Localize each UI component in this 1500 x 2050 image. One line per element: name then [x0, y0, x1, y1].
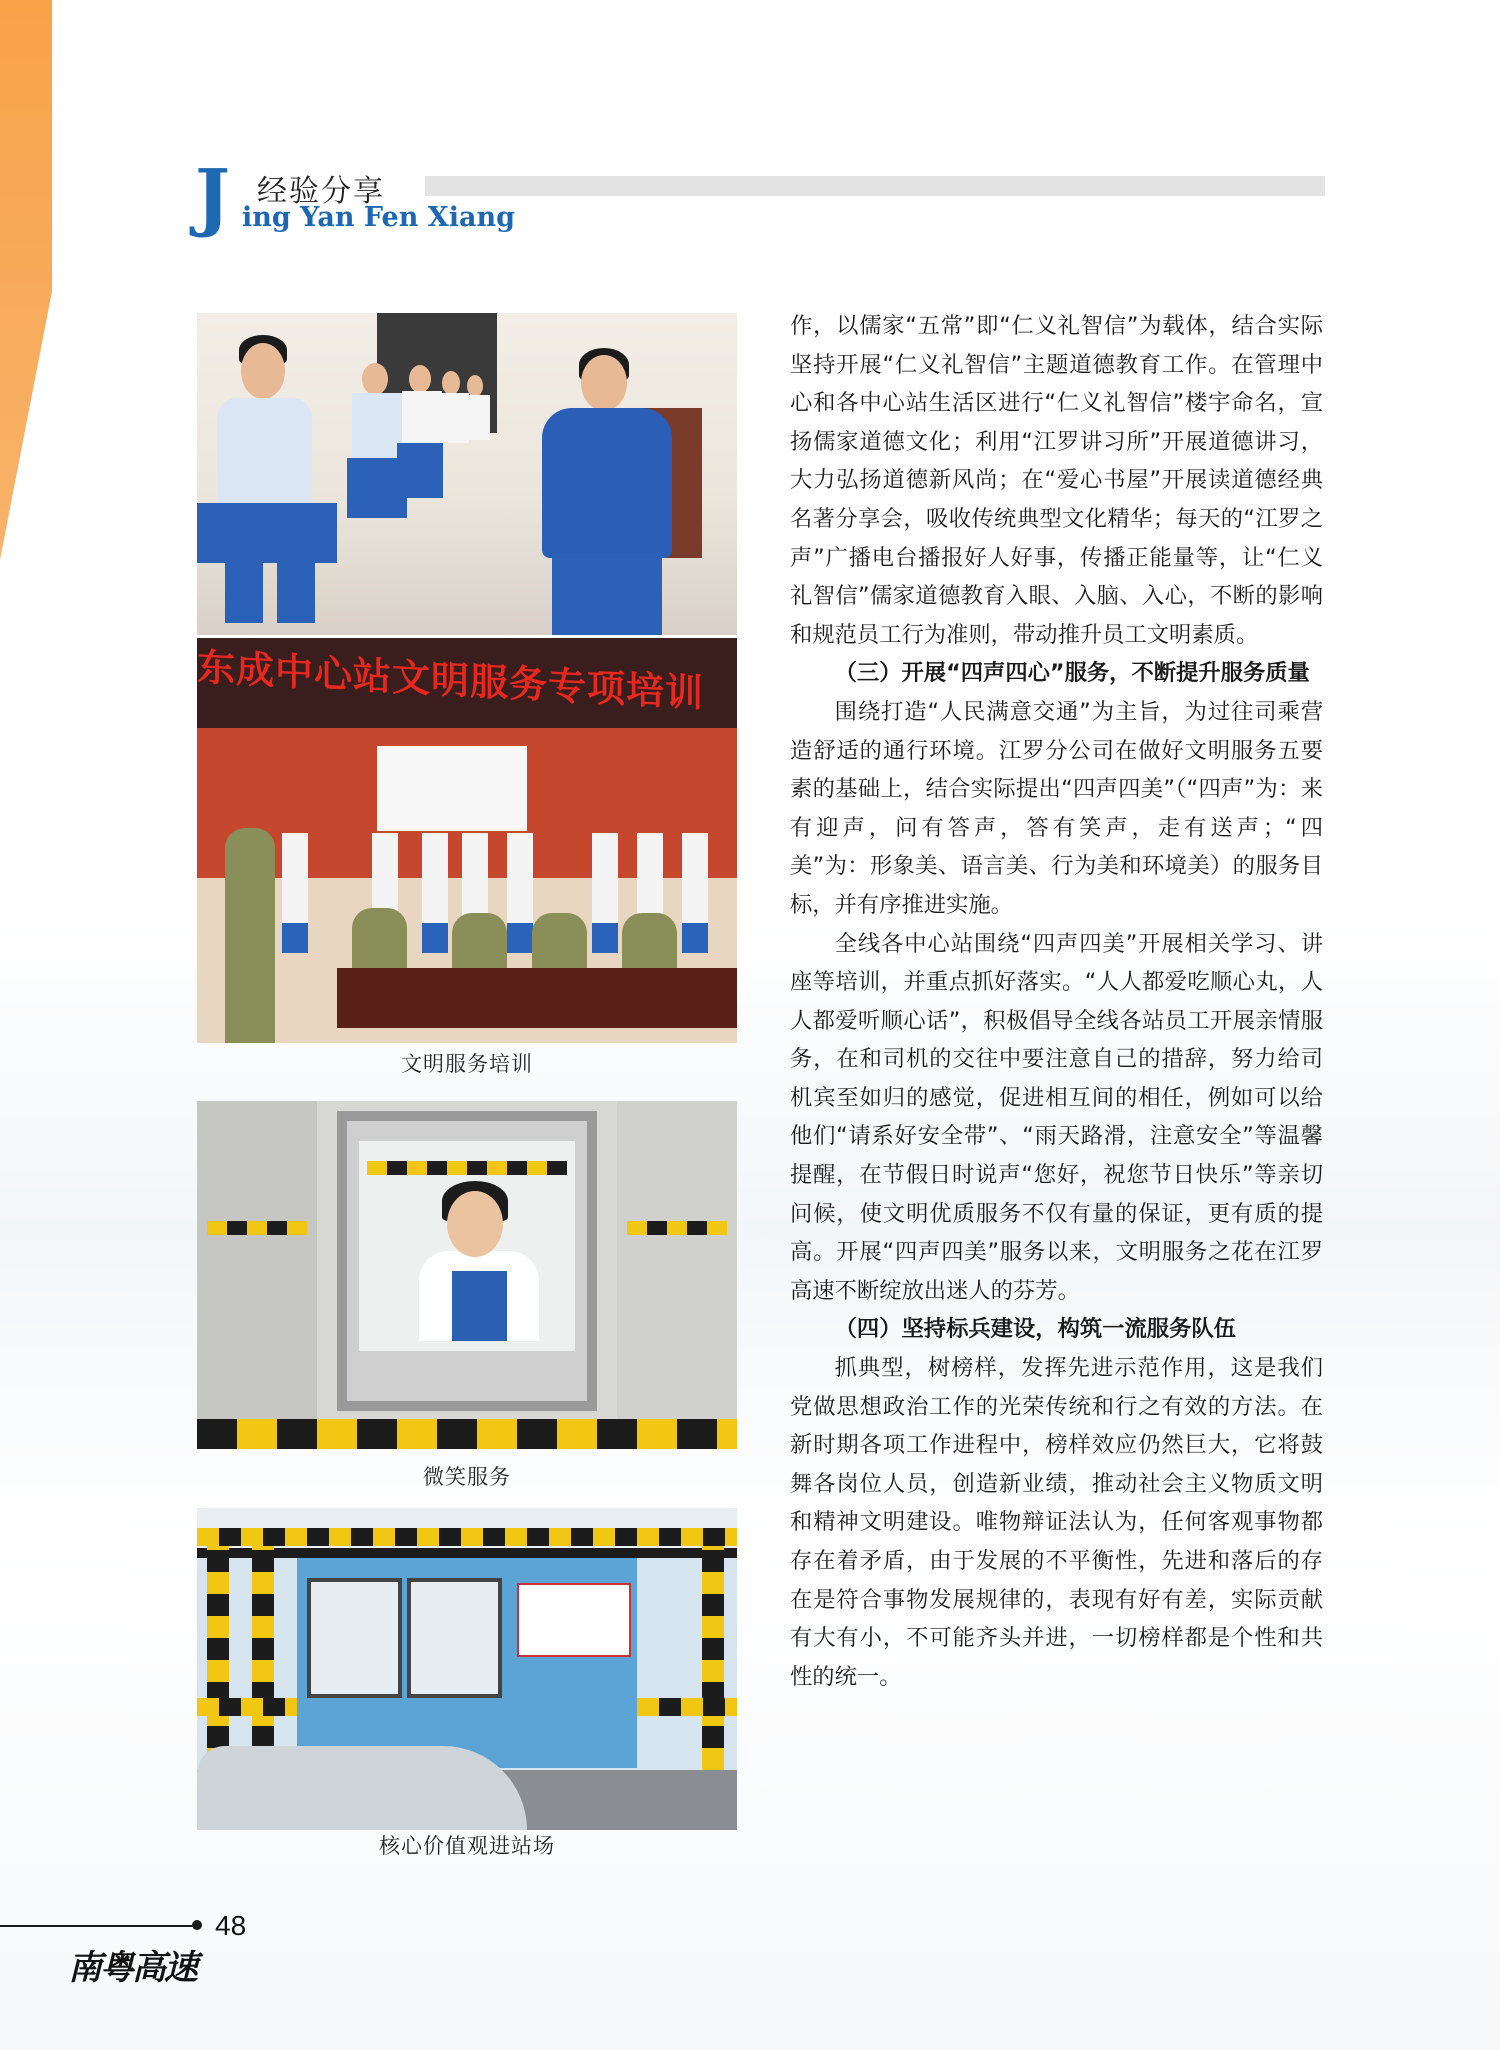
- section-title-en: ing Yan Fen Xiang: [242, 202, 515, 233]
- article-paragraph: 全线各中心站围绕“四声四美”开展相关学习、讲座等培训，并重点抓好落实。“人人都爱吃顺心丸，人人都爱听顺心话”，积极倡导全线各站员工开展亲情服务，在和司机的交往中要注意自己的措辞，努力给司机宾至如归的感觉，促进相互间的相任，例如可以给他们“请系好安全带”、“雨天路滑，注意安全”等温馨提醒，在节假日时说声“您好，祝您节日快乐”等亲切问候，使文明优质服务不仅有量的保证，更有质的提高。开展“四声四美”服务以来，文明服务之花在江罗高速不断绽放出迷人的芬芳。: [790, 930, 1323, 1304]
- photo-training-hall: [197, 638, 737, 1043]
- section-title-cn: 经验分享: [257, 174, 385, 209]
- decorative-corner-band: [0, 0, 52, 560]
- footer-bullet: [192, 1920, 202, 1930]
- article-paragraph: 抓典型，树榜样，发挥先进示范作用，这是我们党做思想政治工作的光荣传统和行之有效的方法。在新时期各项工作进程中，榜样效应仍然巨大，它将鼓舞各岗位人员，创造新业绩，推动社会主义物质文明和精神文明建设。唯物辩证法认为，任何客观事物都存在着矛盾，由于发展的不平衡性，先进和落后的存在是符合事物发展规律的，表现有好有差，实际贡献有大有小，不可能齐头并进，一切榜样都是个性和共性的统一。: [790, 1355, 1323, 1690]
- section-heading-4: （四）坚持标兵建设，构筑一流服务队伍: [834, 1316, 1236, 1343]
- training-banner: 东成中心站文明服务专项培训: [197, 644, 705, 716]
- photo-smile-service: [197, 1101, 737, 1449]
- header-rule: [425, 176, 1325, 196]
- section-heading-3: （三）开展“四声四心”服务，不断提升服务质量: [834, 660, 1310, 687]
- caption-civil-service-training: 文明服务培训: [401, 1052, 533, 1076]
- magazine-logo: 南粤高速: [68, 1948, 196, 1988]
- article-body: [790, 307, 1323, 1696]
- article-paragraph: 作，以儒家“五常”即“仁义礼智信”为载体，结合实际坚持开展“仁义礼智信”主题道德教育工作。在管理中心和各中心站生活区进行“仁义礼智信”楼宇命名，宣扬儒家道德文化；利用“江罗讲习所”开展道德讲习，大力弘扬道德新风尚；在“爱心书屋”开展读道德经典名著分享会，吸收传统典型文化精华；每天的“江罗之声”广播电台播报好人好事，传播正能量等，让“仁义礼智信”儒家道德教育入眼、入脑、入心，不断的影响和规范员工行为准则，带动推升员工文明素质。: [790, 313, 1323, 648]
- article-paragraph: 围绕打造“人民满意交通”为主旨，为过往司乘营造舒适的通行环境。江罗分公司在做好文明服务五要素的基础上，结合实际提出“四声四美”（“四声”为：来有迎声，问有答声，答有笑声，走有送声；“四美”为：形象美、语言美、行为美和环境美）的服务目标，并有序推进实施。: [790, 698, 1323, 918]
- section-initial: J: [195, 154, 231, 240]
- photo-toll-booth: [197, 1508, 737, 1830]
- caption-core-values: 核心价值观进站场: [379, 1834, 555, 1858]
- section-header: [195, 154, 1325, 240]
- footer-rule: [0, 1925, 198, 1927]
- page-number: 48: [215, 1910, 247, 1941]
- photo-hand-raising: [197, 313, 737, 635]
- caption-smile-service: 微笑服务: [423, 1465, 511, 1489]
